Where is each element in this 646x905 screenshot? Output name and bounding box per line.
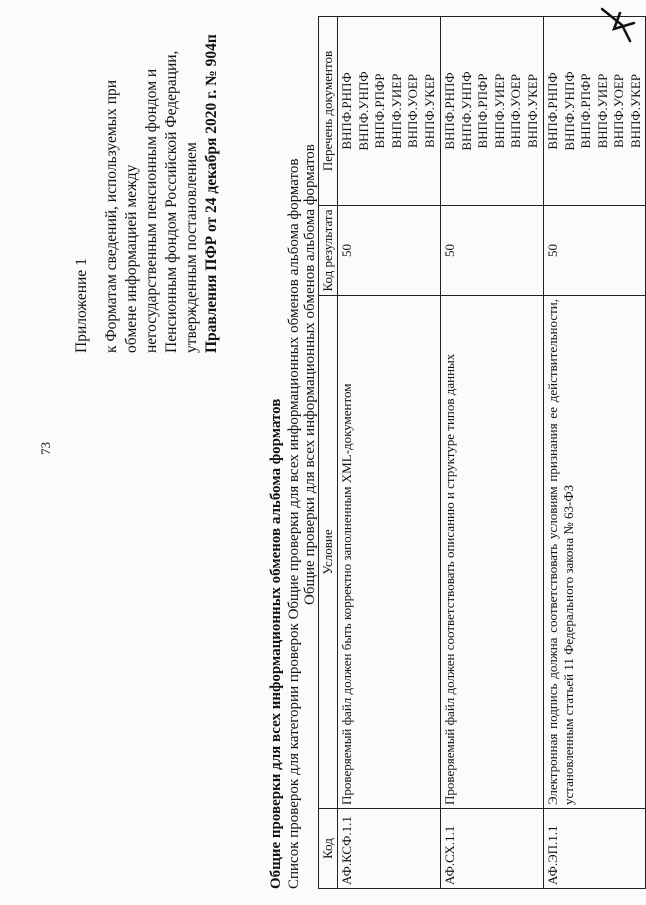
document-code: ВНПФ.УОЕР <box>611 73 626 149</box>
document-code: ВНПФ.УИЕР <box>388 73 404 149</box>
document-code: ВНПФ.УНПФ <box>355 71 371 151</box>
document-code: ВНПФ.РПФР <box>372 73 387 149</box>
cell-documents <box>338 17 441 206</box>
checks-table <box>318 16 646 889</box>
appendix-line: обмене информацией между <box>123 164 140 353</box>
appendix-line: утвержденным постановлением <box>183 142 200 353</box>
table-caption: Общие проверки для всех информационных обменов альбома форматов <box>302 144 318 605</box>
document-code: ВНПФ.РНПФ <box>339 72 354 150</box>
section-subheading: Список проверок для категории проверок Общие проверки для всех информационных обменов альбома форматов <box>286 158 302 889</box>
document-code: ВНПФ.УНПФ <box>561 71 577 151</box>
header-documents: Перечень документов <box>319 17 338 206</box>
cell-condition: Электронная подпись должна соответствовать условиям признания ее действительности, установленным статьей 11 Федерального закона № 63-ФЗ <box>544 296 646 809</box>
header-condition: Условие <box>319 296 338 809</box>
cell-code: АФ.СХ.1.1 <box>441 809 544 889</box>
cell-result-code: 50 <box>544 206 646 296</box>
appendix-line: негосударственным пенсионным фондом и <box>143 68 160 353</box>
table-row <box>441 17 544 889</box>
document-code: ВНПФ.УКЕР <box>421 74 437 149</box>
appendix-block <box>72 13 222 353</box>
document-code: ВНПФ.УОЕР <box>508 73 523 149</box>
cell-code: АФ.ЭП.1.1 <box>544 809 646 889</box>
section-heading: Общие проверки для всех информационных обменов альбома форматов <box>268 398 284 889</box>
document-code: ВНПФ.УИЕР <box>491 73 507 149</box>
document-code: ВНПФ.УИЕР <box>594 73 610 149</box>
signature-mark <box>600 7 636 43</box>
document-code: ВНПФ.РПФР <box>475 73 490 149</box>
header-code: Код <box>319 809 338 889</box>
document-code: ВНПФ.УКЕР <box>627 74 643 149</box>
table-row <box>544 17 646 889</box>
document-code: ВНПФ.УКЕР <box>524 74 540 149</box>
cell-documents <box>441 17 544 206</box>
cell-condition: Проверяемый файл должен быть корректно заполненным XML-документом <box>338 296 441 809</box>
page-number: 73 <box>38 442 53 455</box>
appendix-line: Пенсионным фондом Российской Федерации, <box>163 50 180 353</box>
appendix-line-bold: Правления ПФР от 24 декабря 2020 г. № 904п <box>203 34 220 353</box>
cell-documents <box>544 17 646 206</box>
table-header-row <box>319 17 338 889</box>
document-code: ВНПФ.РПФР <box>578 73 593 149</box>
cell-result-code: 50 <box>338 206 441 296</box>
cell-code: АФ.КСФ.1.1 <box>338 809 441 889</box>
header-result-code: Код результата <box>319 206 338 296</box>
cell-result-code: 50 <box>441 206 544 296</box>
document-code: ВНПФ.РНПФ <box>442 72 457 150</box>
document-code: ВНПФ.РНПФ <box>545 72 560 150</box>
cell-condition: Проверяемый файл должен соответствовать описанию и структуре типов данных <box>441 296 544 809</box>
appendix-line: к Форматам сведений, используемых при <box>103 79 120 353</box>
appendix-title: Приложение 1 <box>73 258 90 353</box>
document-code: ВНПФ.УНПФ <box>458 71 474 151</box>
table-row <box>338 17 441 889</box>
document-code: ВНПФ.УОЕР <box>405 73 420 149</box>
